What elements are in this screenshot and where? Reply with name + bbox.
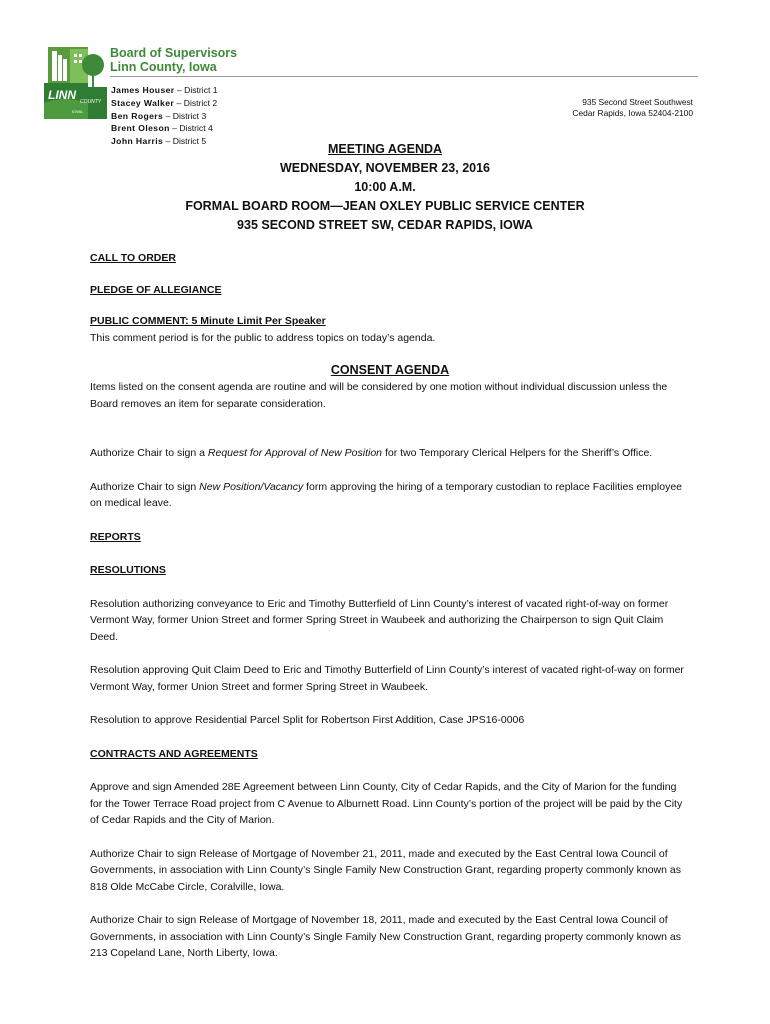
consent-item-vacancy: Authorize Chair to sign New Position/Vacancy form approving the hiring of a temporary custodian to replace Facilities employee on medical leave. bbox=[90, 480, 682, 509]
linn-county-logo bbox=[44, 45, 107, 121]
address-line2: Cedar Rapids, Iowa 52404-2100 bbox=[572, 108, 693, 118]
meeting-address: 935 SECOND STREET SW, CEDAR RAPIDS, IOWA bbox=[237, 218, 533, 232]
supervisor-row: Brent Oleson – District 4 bbox=[111, 123, 213, 134]
public-comment-heading: PUBLIC COMMENT: 5 Minute Limit Per Speaker bbox=[90, 315, 326, 327]
consent-agenda-text: Items listed on the consent agenda are routine and will be considered by one motion without individual discussion unless the Board removes an item for separate consideration. bbox=[90, 381, 668, 410]
supervisor-row: John Harris – District 5 bbox=[111, 136, 207, 147]
resolutions-heading: RESOLUTIONS bbox=[90, 564, 166, 576]
meeting-title-block bbox=[0, 140, 770, 235]
contract-item: Authorize Chair to sign Release of Mortgage of November 18, 2011, made and executed by the East Central Iowa Council of Governments, in association with Linn County’s Single Family New Construction Grant, regarding property commonly known as 213 Copeland Lane, North Liberty, Iowa. bbox=[90, 914, 681, 959]
supervisor-row: Stacey Walker – District 2 bbox=[111, 97, 218, 108]
supervisor-list bbox=[111, 84, 218, 148]
pledge-heading: PLEDGE OF ALLEGIANCE bbox=[90, 283, 222, 296]
org-title bbox=[110, 46, 237, 74]
office-address bbox=[572, 97, 693, 119]
logo-text-iowa: IOWA bbox=[72, 109, 83, 114]
agenda-content bbox=[90, 250, 690, 962]
resolution-item: Resolution approving Quit Claim Deed to Eric and Timothy Butterfield of Linn County’s interest of vacated right-of-way on former Vermont Way, former Union Street and former Spring Street in Waubeek. bbox=[90, 664, 684, 693]
reports-heading: REPORTS bbox=[90, 530, 141, 543]
consent-item-new-position: Authorize Chair to sign a Request for Approval of New Position for two Temporary Clerical Helpers for the Sheriff’s Office. bbox=[90, 447, 653, 459]
supervisor-row: Ben Rogers – District 3 bbox=[111, 110, 207, 121]
org-name-line1: Board of Supervisors bbox=[110, 46, 238, 60]
contracts-heading: CONTRACTS AND AGREEMENTS bbox=[90, 747, 258, 760]
contract-item: Approve and sign Amended 28E Agreement between Linn County, City of Cedar Rapids, and the City of Marion for the funding for the Tower Terrace Road project from C Avenue to Alburnett Road. Linn County’s portion of the project will be paid by the City of Cedar Rapids and the City of Marion. bbox=[90, 781, 683, 826]
meeting-time: 10:00 A.M. bbox=[354, 180, 416, 194]
meeting-room: FORMAL BOARD ROOM—JEAN OXLEY PUBLIC SERVICE CENTER bbox=[185, 199, 585, 213]
call-to-order-heading: CALL TO ORDER bbox=[90, 252, 176, 264]
logo-text-county: COUNTY bbox=[80, 99, 102, 105]
meeting-date: WEDNESDAY, NOVEMBER 23, 2016 bbox=[279, 161, 491, 175]
resolution-item: Resolution to approve Residential Parcel Split for Robertson First Addition, Case JPS16-0006 bbox=[90, 714, 525, 726]
meeting-agenda-title: MEETING AGENDA bbox=[327, 142, 443, 156]
header-divider bbox=[110, 76, 698, 77]
address-line1: 935 Second Street Southwest bbox=[582, 97, 693, 107]
logo-text-linn: LINN bbox=[48, 88, 76, 102]
resolution-item: Resolution authorizing conveyance to Eric and Timothy Butterfield of Linn County’s interest of vacated right-of-way on former Vermont Way, former Union Street and former Spring Street in Waubeek and authorizing the Chairperson to sign Quit Claim Deed. bbox=[90, 597, 669, 643]
contract-item: Authorize Chair to sign Release of Mortgage of November 21, 2011, made and executed by the East Central Iowa Council of Governments, in association with Linn County’s Single Family New Construction Grant, regarding property commonly known as 818 Olde McCabe Circle, Coralville, Iowa. bbox=[90, 847, 681, 893]
public-comment-text: This comment period is for the public to address topics on today’s agenda. bbox=[90, 331, 436, 344]
supervisor-row: James Houser – District 1 bbox=[111, 85, 218, 95]
org-name-line2: Linn County, Iowa bbox=[110, 60, 217, 74]
consent-agenda-heading: CONSENT AGENDA bbox=[330, 363, 450, 377]
